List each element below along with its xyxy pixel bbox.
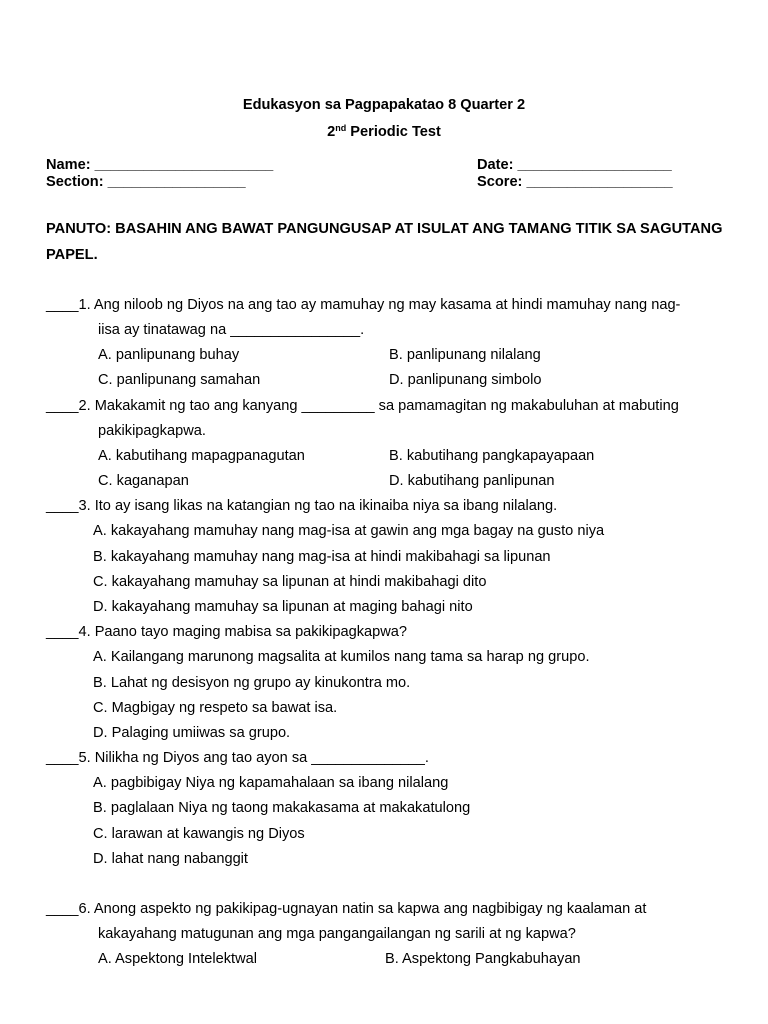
instructions: PANUTO: BASAHIN ANG BAWAT PANGUNGUSAP AT ISULAT ANG TAMANG TITIK SA SAGUTANG PAPEL. — [46, 221, 723, 263]
question-1-choice-d: D. panlipunang simbolo — [389, 372, 542, 388]
question-2-stem-cont: pakikipagkapwa. — [98, 423, 206, 439]
question-6-stem: ____6. Anong aspekto ng pakikipag-ugnayan natin sa kapwa ang nagbibigay ng kaalaman at — [46, 901, 647, 917]
question-5-stem: ____5. Nilikha ng Diyos ang tao ayon sa ______________. — [46, 750, 429, 766]
question-1-choice-b: B. panlipunang nilalang — [389, 347, 541, 363]
question-3-choice-d: D. kakayahang mamuhay sa lipunan at maging bahagi nito — [93, 599, 473, 615]
question-4-choice-d: D. Palaging umiiwas sa grupo. — [93, 725, 291, 741]
question-2-choice-b: B. kabutihang pangkapayapaan — [389, 448, 595, 464]
question-2-choice-d: D. kabutihang panlipunan — [389, 473, 555, 489]
question-4-choice-a: A. Kailangang marunong magsalita at kumilos nang tama sa harap ng grupo. — [93, 649, 590, 665]
date-field: Date: ___________________ — [477, 157, 672, 173]
question-5-choice-b: B. paglalaan Niya ng taong makakasama at makakatulong — [93, 800, 471, 816]
question-2-choice-a: A. kabutihang mapagpanagutan — [98, 448, 305, 464]
subtitle-ordinal: nd — [335, 123, 347, 133]
question-1-stem-cont: iisa ay tinatawag na ________________. — [98, 322, 365, 338]
question-4-stem: ____4. Paano tayo maging mabisa sa pakikipagkapwa? — [46, 624, 408, 640]
question-1-choice-c: C. panlipunang samahan — [98, 372, 261, 388]
question-6-choice-b: B. Aspektong Pangkabuhayan — [385, 951, 581, 967]
name-field: Name: ______________________ — [46, 157, 274, 173]
question-3-choice-b: B. kakayahang mamuhay nang mag-isa at hindi makibahagi sa lipunan — [93, 549, 551, 565]
subtitle-text: Periodic Test — [346, 124, 441, 140]
section-field: Section: _________________ — [46, 174, 246, 190]
question-3-choice-a: A. kakayahang mamuhay nang mag-isa at gawin ang mga bagay na gusto niya — [93, 523, 605, 539]
test-title: Edukasyon sa Pagpapakatao 8 Quarter 2 — [242, 97, 526, 113]
question-4-choice-b: B. Lahat ng desisyon ng grupo ay kinukontra mo. — [93, 675, 411, 691]
question-2-choice-c: C. kaganapan — [98, 473, 189, 489]
test-subtitle — [0, 124, 768, 140]
question-6-choice-a: A. Aspektong Intelektwal — [98, 951, 258, 967]
question-4-choice-c: C. Magbigay ng respeto sa bawat isa. — [93, 700, 338, 716]
question-3-stem: ____3. Ito ay isang likas na katangian ng tao na ikinaiba niya sa ibang nilalang. — [46, 498, 558, 514]
question-5-choice-c: C. larawan at kawangis ng Diyos — [93, 826, 305, 842]
score-field: Score: __________________ — [477, 174, 673, 190]
question-6-stem-cont: kakayahang matugunan ang mga pangangailangan ng sarili at ng kapwa? — [98, 926, 576, 942]
question-1-stem: ____1. Ang niloob ng Diyos na ang tao ay mamuhay ng may kasama at hindi mamuhay nang nag- — [46, 297, 681, 313]
question-2-stem: ____2. Makakamit ng tao ang kanyang _________ sa pamamagitan ng makabuluhan at mabuting — [46, 398, 679, 414]
subtitle-number: 2 — [327, 124, 336, 140]
question-1-choice-a: A. panlipunang buhay — [98, 347, 240, 363]
question-5-choice-a: A. pagbibigay Niya ng kapamahalaan sa ibang nilalang — [93, 775, 449, 791]
question-5-choice-d: D. lahat nang nabanggit — [93, 851, 248, 867]
question-3-choice-c: C. kakayahang mamuhay sa lipunan at hindi makibahagi dito — [93, 574, 487, 590]
